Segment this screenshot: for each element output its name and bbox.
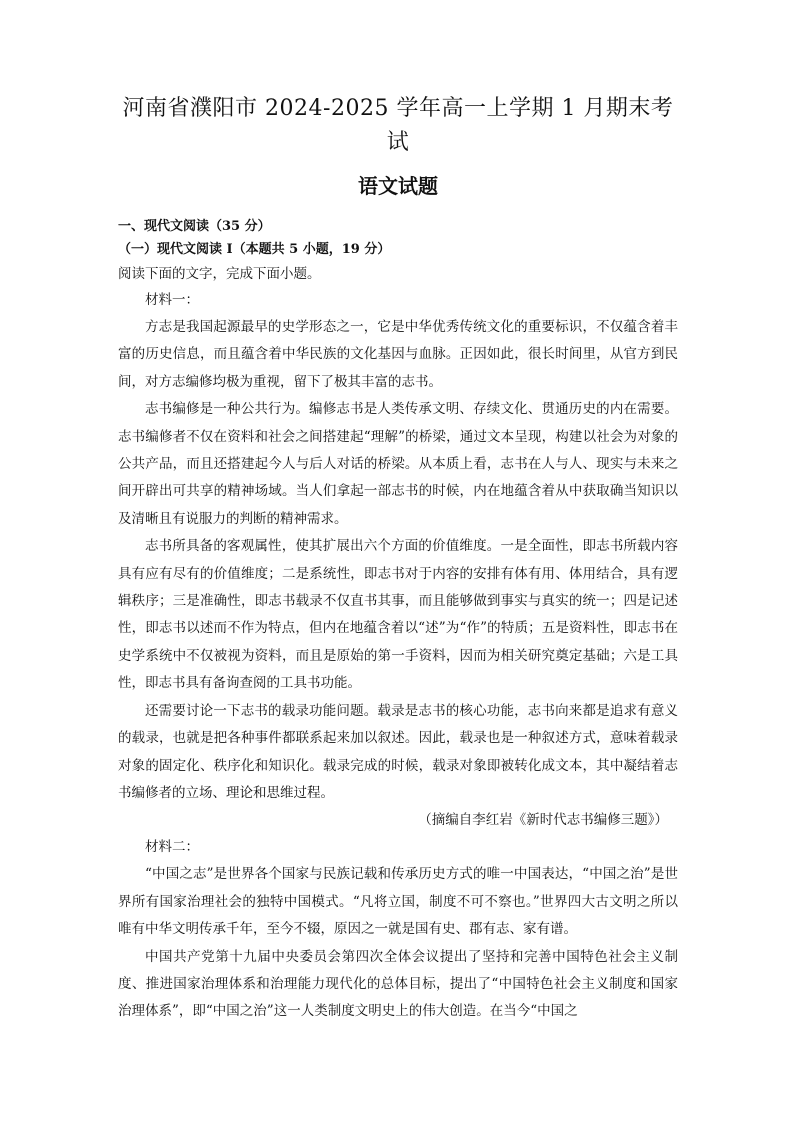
material-1-paragraph: 志书编修是一种公共行为。编修志书是人类传承文明、存续文化、贯通历史的内在需要。志书编修者不仅在资料和社会之间搭建起“理解”的桥梁，通过文本呈现，构建以社会为对象的公共产品，而且还搭建起今人与后人对话的桥梁。从本质上看，志书在人与人、现实与未来之间开辟出可共享的精神场域。当人们拿起一部志书的时候，内在地蕴含着从中获取确当知识以及清晰且有说服力的判断的精神需求。 (118, 401, 678, 527)
material-2-paragraph: “中国之志”是世界各个国家与民族记载和传承历史方式的唯一中国表达，“中国之治”是世界所有国家治理社会的独特中国模式。“凡将立国，制度不可不察也。”世界四大古文明之所以唯有中华文明传承千年，至今不辍，原因之一就是国有史、郡有志、家有谱。 (118, 866, 678, 938)
document-page (118, 92, 678, 1026)
section-heading: 一、现代文阅读（35 分） (118, 219, 271, 234)
material-2-paragraph: 中国共产党第十九届中央委员会第四次全体会议提出了坚持和完善中国特色社会主义制度、推进国家治理体系和治理能力现代化的总体目标，提出了“中国特色社会主义制度和国家治理体系”，即“中国之治”这一人类制度文明史上的伟大创造。在当今“中国之 (118, 948, 678, 1020)
material-1-paragraph: 志书所具备的客观属性，使其扩展出六个方面的价值维度。一是全面性，即志书所载内容具有应有尽有的价值维度；二是系统性，即志书对于内容的安排有体有用、体用结合，具有逻辑秩序；三是准确性，即志书载录不仅直书其事，而且能够做到事实与真实的统一；四是记述性，即志书以述而不作为特点，但内在地蕴含着以“述”为“作”的特质；五是资料性，即志书在史学系统中不仅被视为资料，而且是原始的第一手资料，因而为相关研究奠定基础；六是工具性，即志书具有备询查阅的工具书功能。 (118, 538, 678, 692)
exam-title: 河南省濮阳市 2024-2025 学年高一上学期 1 月期末考试 (122, 96, 674, 155)
material-1-paragraph: 还需要讨论一下志书的载录功能问题。载录是志书的核心功能，志书向来都是追求有意义的载录，也就是把各种事件都联系起来加以叙述。因此，载录也是一种叙述方式，意味着载录对象的固定化、秩序化和知识化。载录完成的时候，载录对象即被转化成文本，其中凝结着志书编修者的立场、理论和思维过程。 (118, 702, 678, 801)
material-1-label: 材料一： (145, 292, 199, 308)
material-1-source: （摘编自李红岩《新时代志书编修三题》） (418, 812, 668, 829)
material-1-paragraph: 方志是我国起源最早的史学形态之一，它是中华优秀传统文化的重要标识，不仅蕴含着丰富的历史信息，而且蕴含着中华民族的文化基因与血脉。正因如此，很长时间里，从官方到民间，对方志编修均极为重视，留下了极其丰富的志书。 (118, 319, 678, 390)
reading-instruction: 阅读下面的文字，完成下面小题。 (118, 266, 321, 282)
subsection-heading: （一）现代文阅读 I（本题共 5 小题，19 分） (118, 242, 391, 257)
material-2-label: 材料二： (145, 839, 199, 856)
exam-subtitle: 语文试题 (358, 174, 438, 198)
